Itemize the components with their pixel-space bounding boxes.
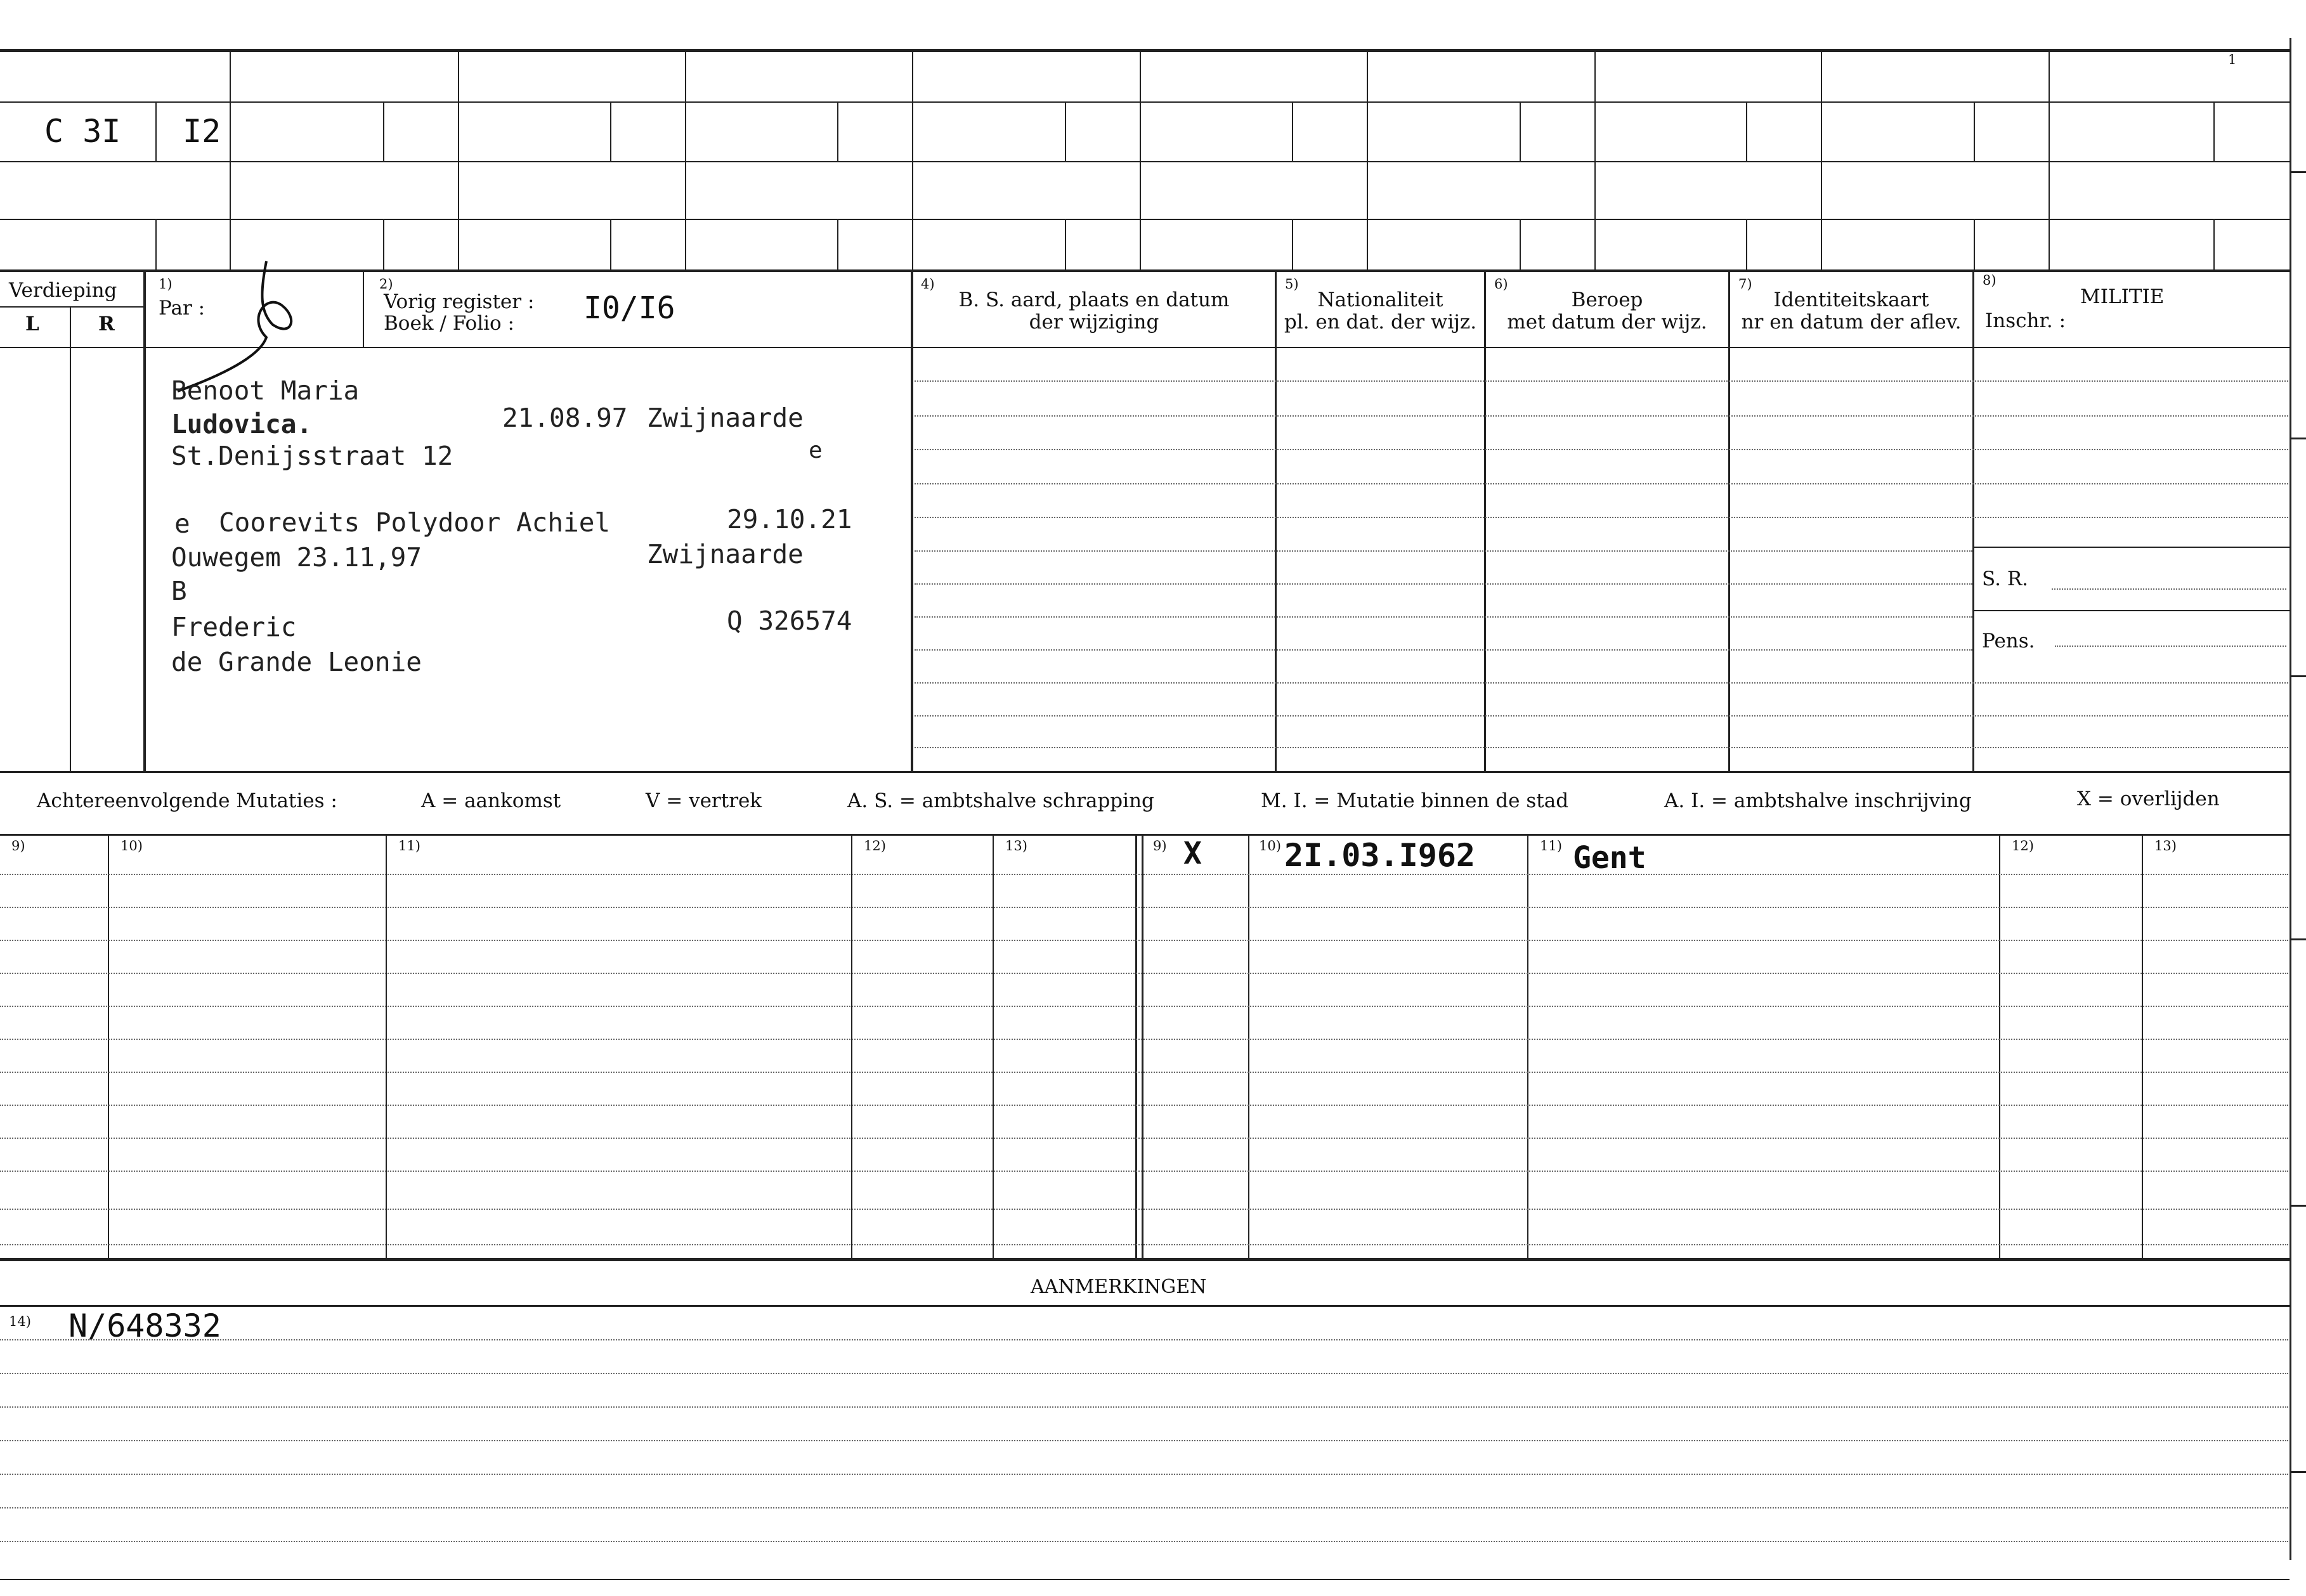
ruled-line bbox=[0, 1072, 2288, 1073]
ruled-line bbox=[915, 415, 2288, 417]
grid-subdivider bbox=[1520, 220, 1521, 269]
grid-subdivider bbox=[610, 220, 611, 269]
floor-r-label: R bbox=[98, 313, 115, 335]
field-number: 6) bbox=[1494, 276, 1508, 292]
edge-tick bbox=[2291, 1471, 2306, 1473]
col5-subheading: pl. en dat. der wijz. bbox=[1284, 311, 1477, 334]
ruled-line bbox=[0, 1373, 2288, 1374]
col-divider bbox=[1728, 271, 1730, 772]
field-number: 9) bbox=[1153, 838, 1167, 853]
grid-subdivider bbox=[1520, 103, 1521, 161]
grid-line bbox=[0, 101, 2290, 103]
grid-divider bbox=[1367, 51, 1368, 270]
boek-folio-label: Boek / Folio : bbox=[384, 312, 514, 335]
legend-official-registration: A. I. = ambtshalve inschrijving bbox=[1664, 789, 1972, 812]
col5-heading: Nationaliteit bbox=[1317, 289, 1443, 311]
par-label: Par : bbox=[159, 297, 205, 320]
marriage-date: 29.10.21 bbox=[727, 504, 852, 535]
field-number: 11) bbox=[398, 838, 420, 853]
grid-subdivider bbox=[1746, 103, 1747, 161]
edge-tick bbox=[2291, 171, 2306, 173]
ruled-line bbox=[0, 1507, 2288, 1508]
edge-tick bbox=[2291, 938, 2306, 940]
grid-divider bbox=[2049, 51, 2050, 270]
spouse-name: Coorevits Polydoor Achiel bbox=[219, 507, 611, 538]
ruled-line bbox=[0, 907, 2288, 908]
ruled-line bbox=[915, 483, 2288, 484]
field-number: 1) bbox=[159, 276, 173, 292]
militie-line bbox=[1974, 547, 2290, 548]
col-divider bbox=[993, 835, 994, 1259]
ruled-line bbox=[915, 616, 1972, 618]
mother-name: de Grande Leonie bbox=[171, 647, 422, 677]
field-number: 12) bbox=[864, 838, 886, 853]
legend-departure: V = vertrek bbox=[646, 789, 762, 812]
ruled-line bbox=[915, 715, 2288, 717]
field-number: 14) bbox=[9, 1314, 31, 1329]
col7-subheading: nr en datum der aflev. bbox=[1741, 311, 1962, 334]
col6-subheading: met datum der wijz. bbox=[1507, 311, 1707, 334]
col7-heading: Identiteitskaart bbox=[1773, 289, 1929, 311]
grid-subdivider bbox=[837, 103, 838, 161]
ruled-line bbox=[0, 1541, 2288, 1542]
header-line bbox=[0, 347, 2290, 348]
ruled-line bbox=[0, 1244, 2288, 1245]
field-number: 4) bbox=[921, 276, 935, 292]
folio-value: I0/I6 bbox=[583, 290, 675, 326]
legend-arrival: A = aankomst bbox=[421, 789, 561, 812]
section-line bbox=[0, 834, 2290, 836]
grid-subdivider bbox=[1974, 220, 1975, 269]
col6-heading: Beroep bbox=[1571, 289, 1643, 311]
col-divider bbox=[1248, 835, 1249, 1259]
grid-subdivider bbox=[1746, 220, 1747, 269]
spouse-prefix: e bbox=[174, 509, 190, 539]
mutation-place: Gent bbox=[1573, 840, 1646, 876]
grid-subdivider bbox=[837, 220, 838, 269]
col-divider bbox=[363, 271, 364, 347]
grid-line bbox=[0, 269, 2290, 272]
ruled-line bbox=[0, 1039, 2288, 1040]
col-divider bbox=[108, 835, 109, 1259]
inschr-label: Inschr. : bbox=[1985, 309, 2066, 332]
col-divider bbox=[1527, 835, 1528, 1259]
field-number: 13) bbox=[2154, 838, 2177, 853]
ruled-line bbox=[0, 1440, 2288, 1441]
grid-line bbox=[0, 161, 2290, 162]
col-divider bbox=[2142, 835, 2143, 1259]
mutation-type: X bbox=[1183, 836, 1202, 871]
section-line bbox=[0, 1258, 2290, 1261]
sr-label: S. R. bbox=[1982, 568, 2029, 590]
grid-divider bbox=[685, 51, 686, 270]
grid-subdivider bbox=[1292, 220, 1293, 269]
ruled-line bbox=[915, 449, 2288, 450]
field-number: 10) bbox=[121, 838, 143, 853]
mutations-title: Achtereenvolgende Mutaties : bbox=[37, 789, 337, 812]
grid-divider bbox=[1140, 51, 1141, 270]
person-name: Benoot Maria bbox=[171, 375, 360, 406]
legend-official-removal: A. S. = ambtshalve schrapping bbox=[847, 789, 1154, 812]
grid-subdivider bbox=[2213, 220, 2215, 269]
col-divider bbox=[851, 835, 852, 1259]
edge-tick bbox=[2291, 1205, 2306, 1207]
col-divider bbox=[1972, 271, 1974, 772]
ruled-line bbox=[915, 649, 1972, 651]
birth-date: 21.08.97 bbox=[502, 403, 628, 433]
marriage-place: Zwijnaarde bbox=[647, 539, 804, 569]
grid-line bbox=[0, 219, 2290, 220]
grid-subdivider bbox=[610, 103, 611, 161]
col-divider bbox=[1135, 835, 1137, 1259]
right-border bbox=[2290, 38, 2291, 1560]
grid-subdivider bbox=[1065, 103, 1066, 161]
mutation-date: 2I.03.I962 bbox=[1284, 837, 1476, 874]
section-line bbox=[0, 771, 2290, 773]
ruled-line bbox=[915, 583, 1972, 585]
militie-heading: MILITIE bbox=[2080, 285, 2165, 308]
grid-subdivider bbox=[1974, 103, 1975, 161]
grid-divider bbox=[458, 51, 459, 270]
field-number: 5) bbox=[1285, 276, 1299, 292]
ruled-line bbox=[915, 550, 1972, 552]
pens-line bbox=[2055, 646, 2286, 647]
ruled-line bbox=[0, 1105, 2288, 1106]
field-number: 12) bbox=[2012, 838, 2034, 853]
card-code: C 3I bbox=[44, 113, 121, 150]
field-number: 13) bbox=[1005, 838, 1027, 853]
field-number: 8) bbox=[1983, 273, 1997, 288]
ruled-line bbox=[0, 1171, 2288, 1172]
grid-subdivider bbox=[155, 103, 157, 161]
edge-tick bbox=[2291, 438, 2306, 439]
verdieping-label: Verdieping bbox=[9, 279, 117, 302]
address: St.Denijsstraat 12 bbox=[171, 441, 453, 471]
spouse-birth: Ouwegem 23.11,97 bbox=[171, 542, 422, 573]
ruled-line bbox=[0, 1138, 2288, 1139]
ruled-line bbox=[0, 1209, 2288, 1210]
remarks-value: N/648332 bbox=[68, 1307, 221, 1344]
grid-divider bbox=[912, 51, 913, 270]
legend-internal-move: M. I. = Mutatie binnen de stad bbox=[1261, 789, 1569, 812]
field-number: 11) bbox=[1540, 838, 1562, 853]
ruled-line bbox=[915, 682, 2288, 684]
mark-b: B bbox=[171, 576, 187, 606]
mark-e: e bbox=[809, 438, 823, 464]
col-divider bbox=[911, 271, 913, 772]
ruled-line bbox=[915, 517, 2288, 518]
edge-tick bbox=[2291, 675, 2306, 677]
grid-subdivider bbox=[155, 220, 157, 269]
ruled-line bbox=[0, 1006, 2288, 1007]
father-name: Frederic bbox=[171, 612, 297, 642]
person-first-name: Ludovica. bbox=[171, 409, 313, 439]
grid-subdivider bbox=[383, 103, 384, 161]
field-number: 2) bbox=[379, 276, 393, 292]
handwritten-mark bbox=[165, 255, 311, 394]
col4-subheading: der wijziging bbox=[1029, 311, 1159, 334]
grid-subdivider bbox=[1065, 220, 1066, 269]
identity-card: Q 326574 bbox=[727, 606, 852, 636]
col-divider bbox=[1275, 271, 1277, 772]
grid-subdivider bbox=[2213, 103, 2215, 161]
bottom-line bbox=[0, 1579, 2290, 1580]
ruled-line bbox=[0, 1474, 2288, 1475]
ruled-line bbox=[915, 747, 2288, 748]
ruled-line bbox=[0, 1339, 2288, 1340]
header-line bbox=[0, 306, 145, 308]
ruled-line bbox=[915, 380, 2288, 382]
col-divider bbox=[143, 271, 146, 772]
grid-subdivider bbox=[383, 220, 384, 269]
ruled-line bbox=[0, 973, 2288, 974]
top-border bbox=[0, 49, 2290, 52]
grid-divider bbox=[1821, 51, 1822, 270]
militie-line bbox=[1974, 610, 2290, 611]
ruled-line bbox=[0, 874, 2288, 875]
col-divider bbox=[386, 835, 387, 1259]
grid-divider bbox=[1594, 51, 1596, 270]
legend-death: X = overlijden bbox=[2077, 788, 2220, 810]
sr-line bbox=[2052, 588, 2286, 590]
col-divider bbox=[1484, 271, 1486, 772]
grid-divider bbox=[230, 51, 231, 270]
col4-heading: B. S. aard, plaats en datum bbox=[958, 289, 1230, 311]
col-divider bbox=[1142, 835, 1143, 1259]
margin-mark: 1 bbox=[2228, 52, 2237, 67]
field-number: 10) bbox=[1259, 838, 1281, 853]
ruled-line bbox=[0, 940, 2288, 941]
col-divider bbox=[70, 308, 71, 772]
section-line bbox=[0, 1305, 2290, 1307]
card-number: I2 bbox=[183, 113, 221, 150]
vorig-register-label: Vorig register : bbox=[384, 290, 535, 313]
birth-place: Zwijnaarde bbox=[647, 403, 804, 433]
pens-label: Pens. bbox=[1982, 630, 2035, 652]
col-divider bbox=[1999, 835, 2000, 1259]
field-number: 9) bbox=[11, 838, 25, 853]
grid-subdivider bbox=[1292, 103, 1293, 161]
field-number: 7) bbox=[1738, 276, 1752, 292]
ruled-line bbox=[0, 1406, 2288, 1408]
remarks-title: AANMERKINGEN bbox=[1031, 1276, 1207, 1298]
floor-l-label: L bbox=[25, 313, 39, 335]
